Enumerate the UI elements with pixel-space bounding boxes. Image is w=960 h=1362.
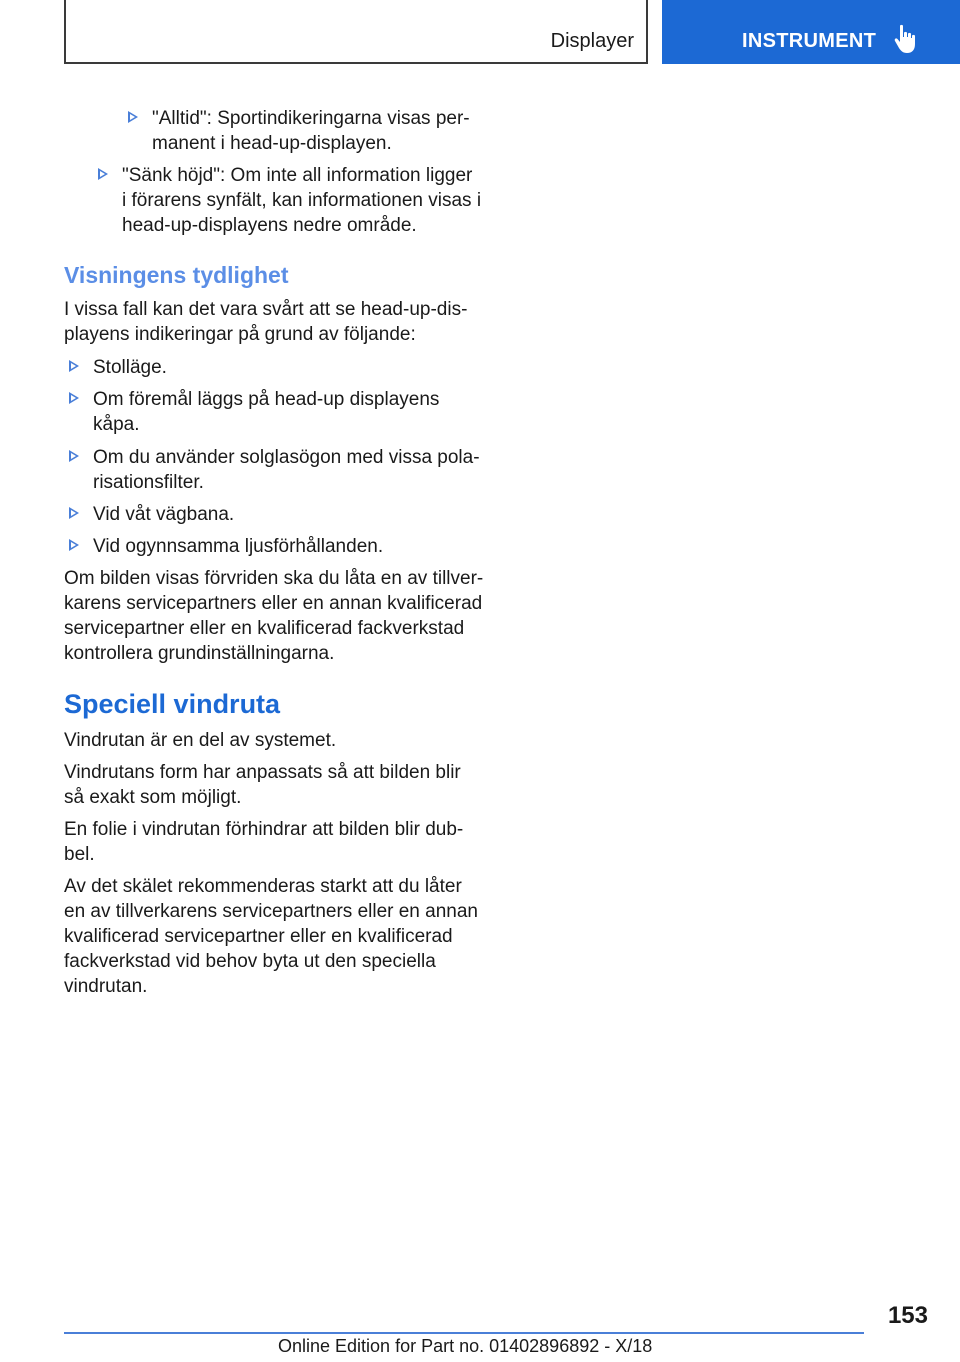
paragraph-line: Av det skälet rekommenderas starkt att du låter [64, 876, 462, 897]
section-heading: Speciell vindruta [64, 689, 281, 719]
chapter-tab [662, 0, 960, 64]
triangle-bullet-icon [69, 360, 79, 372]
paragraph-line: Vindrutans form har anpassats så att bilden blir [64, 762, 461, 783]
triangle-bullet-icon [69, 392, 79, 404]
list-item-line: manent i head-up-displayen. [152, 133, 392, 154]
paragraph-line: fackverkstad vid behov byta ut den speciella [64, 951, 436, 972]
paragraph-line: kvalificerad servicepartner eller en kvalificerad [64, 926, 453, 947]
paragraph-line: så exakt som möjligt. [64, 787, 242, 808]
triangle-bullet-icon [98, 168, 108, 180]
section-title: Displayer [550, 30, 634, 52]
paragraph [64, 728, 494, 753]
paragraph [64, 874, 494, 999]
list-item-line: "Alltid": Sportindikeringarna visas per- [152, 108, 470, 129]
page-number: 153 [887, 1302, 928, 1329]
running-header-section [64, 0, 648, 64]
paragraph-line: Vindrutan är en del av systemet. [64, 730, 337, 751]
paragraph [64, 760, 494, 810]
list-item-line: kåpa. [93, 414, 140, 435]
list-item-line: Vid våt vägbana. [93, 504, 235, 525]
list-item-line: Stolläge. [93, 357, 167, 378]
list-item-line: "Sänk höjd": Om inte all information ligger [122, 165, 473, 186]
paragraph-line: servicepartner eller en kvalificerad fackverkstad [64, 618, 465, 639]
list-item [98, 163, 488, 238]
paragraph [64, 817, 494, 867]
list-item [69, 387, 489, 437]
paragraph-line: karens servicepartners eller en annan kvalificerad [64, 593, 483, 614]
paragraph-line: En folie i vindrutan förhindrar att bilden blir dub- [64, 819, 464, 840]
list-item-line: i förarens synfält, kan informationen visas i [122, 190, 482, 211]
list-item-line: Vid ogynnsamma ljusförhållanden. [93, 536, 384, 557]
triangle-bullet-icon [69, 539, 79, 551]
list-item-line: head-up-displayens nedre område. [122, 215, 417, 236]
list-item-line: Om föremål läggs på head-up displayens [93, 389, 440, 410]
triangle-bullet-icon [128, 111, 138, 123]
list-item-line: risationsfilter. [93, 472, 204, 493]
paragraph-line: playens indikeringar på grund av följande: [64, 324, 416, 345]
list-item [69, 502, 489, 527]
list-item [128, 106, 488, 156]
paragraph-line: bel. [64, 844, 95, 865]
list-item [69, 355, 489, 380]
list-item [69, 534, 489, 559]
paragraph [64, 566, 494, 666]
paragraph [64, 297, 494, 347]
footer-divider [64, 1332, 864, 1334]
paragraph-line: vindrutan. [64, 976, 148, 997]
list-item [69, 445, 489, 495]
triangle-bullet-icon [69, 507, 79, 519]
hand-pointer-icon [894, 24, 920, 54]
paragraph-line: en av tillverkarens servicepartners eller en annan [64, 901, 478, 922]
triangle-bullet-icon [69, 450, 79, 462]
paragraph-line: Om bilden visas förvriden ska du låta en av tillver- [64, 568, 484, 589]
paragraph-line: I vissa fall kan det vara svårt att se head-up-dis- [64, 299, 468, 320]
list-item-line: Om du använder solglasögon med vissa pola- [93, 447, 480, 468]
chapter-title: INSTRUMENT [742, 30, 877, 52]
section-heading: Visningens tydlighet [64, 262, 289, 288]
paragraph-line: kontrollera grundinställningarna. [64, 643, 335, 664]
edition-note: Online Edition for Part no. 01402896892 - X/18 [278, 1336, 653, 1356]
